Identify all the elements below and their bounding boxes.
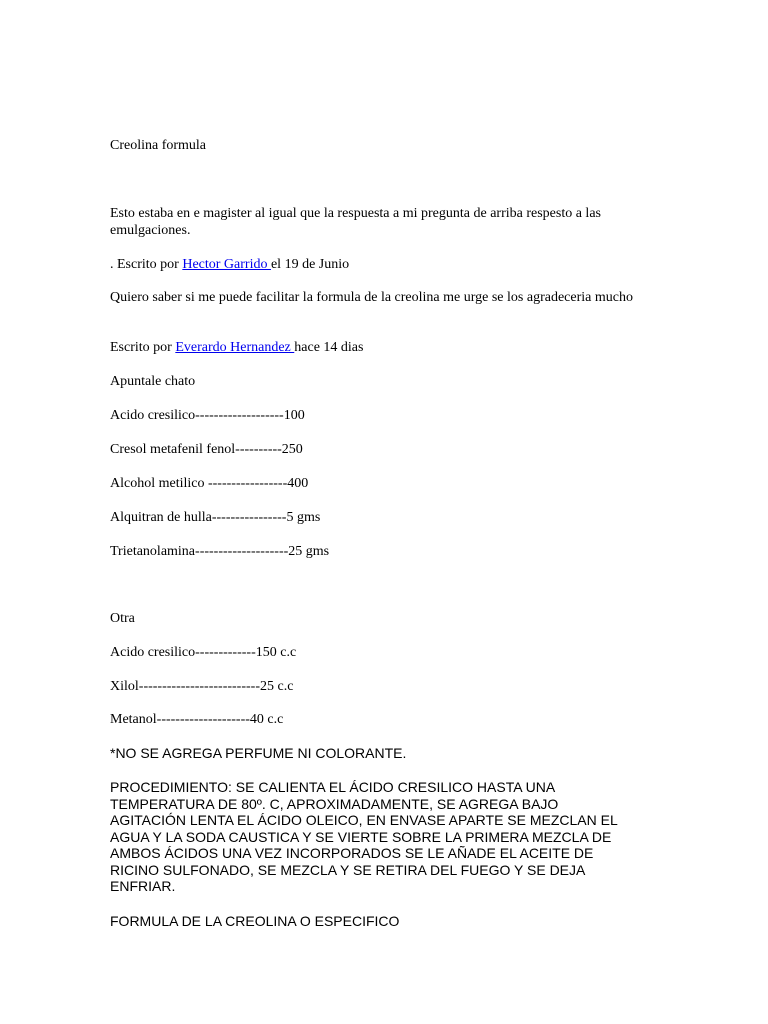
procedure-line: PROCEDIMIENTO: SE CALIENTA EL ÁCIDO CRESILICO HASTA UNA [110,779,556,795]
intro-paragraph: Esto estaba en e magister al igual que la respuesta a mi pregunta de arriba respesto a las emulgaciones. [110,206,601,238]
procedure-line: ENFRIAR. [110,878,176,894]
author-link-hector-garrido[interactable]: Hector Garrido [182,257,271,272]
byline-prefix: Escrito por [110,340,176,355]
byline-prefix: . Escrito por [110,257,183,272]
recipe2-ingredient: Acido cresilico-------------150 c.c [110,645,297,660]
post-byline-1 [110,256,349,273]
recipe1-ingredient: Acido cresilico-------------------100 [110,408,305,423]
recipe1-ingredient: Alcohol metilico -----------------400 [110,476,309,491]
author-link-everardo-hernandez[interactable]: Everardo Hernandez [175,340,295,355]
byline-date: hace 14 dias [294,340,364,355]
recipe1-ingredient: Trietanolamina--------------------25 gms [110,544,330,559]
answer-intro: Apuntale chato [110,374,196,389]
other-recipe-label: Otra [110,611,135,626]
procedure-line: AGUA Y LA SODA CAUSTICA Y SE VIERTE SOBRE LA PRIMERA MEZCLA DE [110,828,612,845]
formula-heading: FORMULA DE LA CREOLINA O ESPECIFICO [110,913,400,929]
byline-date: el 19 de Junio [270,257,350,272]
recipe1-ingredient: Cresol metafenil fenol----------250 [110,442,303,457]
document-title: Creolina formula [110,138,207,153]
procedure-line: AMBOS ÁCIDOS UNA VEZ INCORPORADOS SE LE AÑADE EL ACEITE DE [110,845,594,861]
no-perfume-note: *NO SE AGREGA PERFUME NI COLORANTE. [110,745,407,761]
question-paragraph: Quiero saber si me puede facilitar la formula de la creolina me urge se los agradeceria mucho [110,290,633,305]
recipe2-ingredient: Xilol--------------------------25 c.c [110,679,294,694]
post-byline-2 [110,339,363,356]
procedure-line: RICINO SULFONADO, SE MEZCLA Y SE RETIRA DEL FUEGO Y SE DEJA [110,861,586,878]
recipe2-ingredient: Metanol--------------------40 c.c [110,712,284,727]
procedure-line: TEMPERATURA DE 80º. C, APROXIMADAMENTE, SE AGREGA BAJO [110,795,559,812]
procedure-line: AGITACIÓN LENTA EL ÁCIDO OLEICO, EN ENVASE APARTE SE MEZCLAN EL [110,812,618,828]
recipe1-ingredient: Alquitran de hulla----------------5 gms [110,510,321,525]
